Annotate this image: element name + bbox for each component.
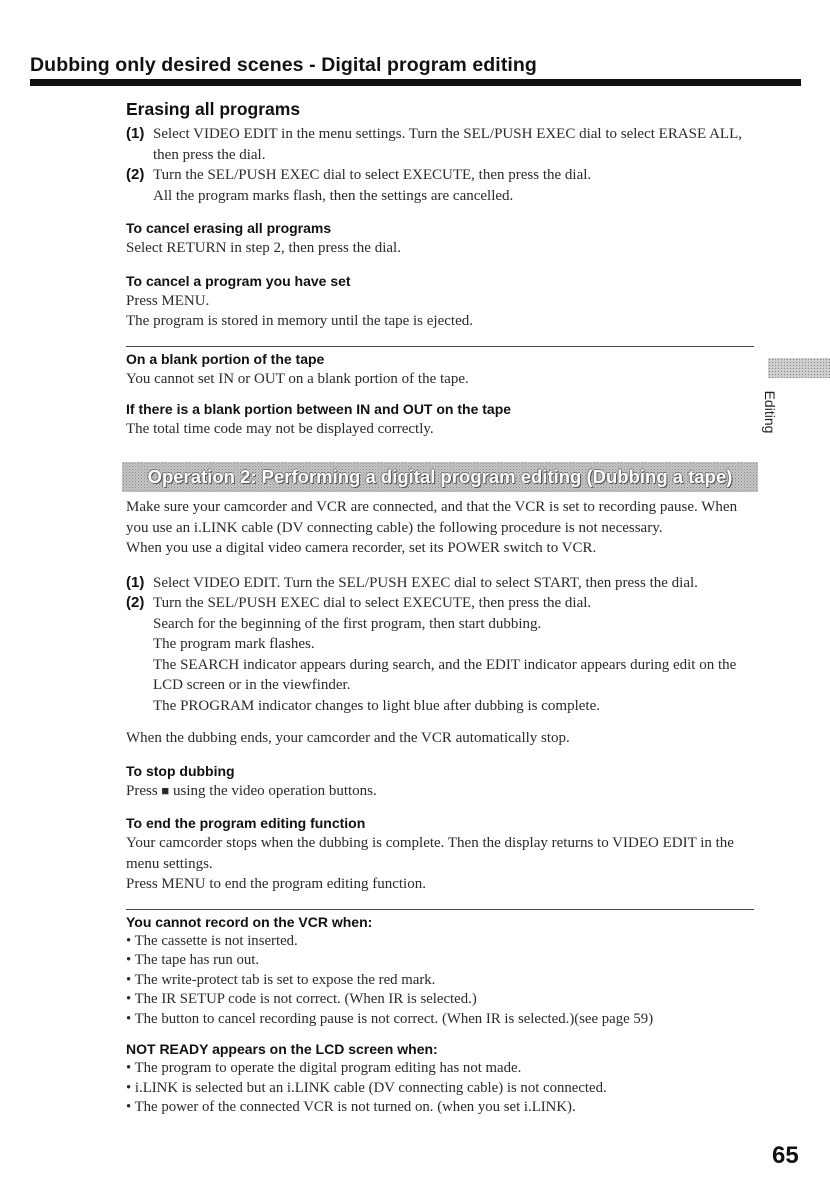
erasing-step-1 <box>126 124 754 165</box>
not-ready-title: NOT READY appears on the LCD screen when: <box>126 1041 438 1057</box>
intro-paragraph: Make sure your camcorder and VCR are connected, and that the VCR is set to recording pause. When you use an i.LINK cable (DV connecting cable) the following procedure is not necessary. <box>126 499 738 536</box>
bullet-item: • The tape has run out. <box>126 952 260 968</box>
stop-prefix: Press <box>126 782 158 799</box>
step-text: Select VIDEO EDIT. Turn the SEL/PUSH EXEC dial to select START, then press the dial. <box>153 574 698 591</box>
step-line: The PROGRAM indicator changes to light blue after dubbing is complete. <box>153 697 600 714</box>
step-line: The program mark flashes. <box>153 636 315 652</box>
operation-step-1 <box>126 573 754 594</box>
bullet-item: • The write-protect tab is set to expose the red mark. <box>126 971 436 988</box>
bullet-item: • The program to operate the digital program editing has not made. <box>126 1060 522 1076</box>
stop-dubbing-text <box>126 781 754 802</box>
page-header-title: Dubbing only desired scenes - Digital program editing <box>30 54 537 76</box>
step-number: (2) <box>126 166 145 183</box>
operation-step-2 <box>126 593 754 716</box>
side-tab-pattern <box>768 358 830 378</box>
step-number: (1) <box>126 125 145 142</box>
stop-icon: ■ <box>161 782 170 798</box>
bullet-item: • The power of the connected VCR is not turned on. (when you set i.LINK). <box>126 1099 576 1115</box>
end-function-line: Your camcorder stops when the dubbing is complete. Then the display returns to VIDEO EDIT in the menu settings. <box>126 835 734 872</box>
bullet-item: • The IR SETUP code is not correct. (When IR is selected.) <box>126 991 477 1007</box>
step-text: Turn the SEL/PUSH EXEC dial to select EXECUTE, then press the dial. <box>153 595 592 611</box>
erasing-section <box>126 99 754 440</box>
cancel-program-title: To cancel a program you have set <box>126 272 351 289</box>
note-title: On a blank portion of the tape <box>126 350 325 367</box>
step-number: (1) <box>126 573 145 591</box>
section-title: Operation 2: Performing a digital program editing (Dubbing a tape) <box>147 466 733 487</box>
bullet-item: • i.LINK is selected but an i.LINK cable (DV connecting cable) is not connected. <box>126 1079 607 1096</box>
cancel-program-line: The program is stored in memory until the tape is ejected. <box>126 313 473 329</box>
intro-paragraph: When you use a digital video camera recorder, set its POWER switch to VCR. <box>126 540 597 556</box>
step-text: Turn the SEL/PUSH EXEC dial to select EXECUTE, then press the dial. <box>153 167 592 183</box>
stop-dubbing-title: To stop dubbing <box>126 762 235 779</box>
cannot-record-title: You cannot record on the VCR when: <box>126 913 373 930</box>
header-rule <box>30 79 801 86</box>
step-line: The SEARCH indicator appears during search, and the EDIT indicator appears during edit on the LCD screen or in the viewfinder. <box>153 656 737 693</box>
troubleshoot-box <box>126 909 754 1118</box>
end-function-line: Press MENU to end the program editing function. <box>126 876 426 892</box>
step-text: Select VIDEO EDIT in the menu settings. Turn the SEL/PUSH EXEC dial to select ERASE ALL, then press the dial. <box>153 126 742 163</box>
erasing-step-2 <box>126 165 754 206</box>
stop-suffix: using the video operation buttons. <box>173 782 377 799</box>
cancel-erase-text: Select RETURN in step 2, then press the dial. <box>126 240 401 256</box>
bullet-item: • The button to cancel recording pause is not correct. (When IR is selected.)(see page 59) <box>126 1010 654 1027</box>
notes-box <box>126 346 754 440</box>
erasing-heading: Erasing all programs <box>126 99 301 119</box>
cancel-erase-title: To cancel erasing all programs <box>126 220 332 236</box>
cancel-program-line: Press MENU. <box>126 292 210 309</box>
step-number: (2) <box>126 594 145 611</box>
page-number: 65 <box>772 1142 799 1169</box>
note-title: If there is a blank portion between IN and OUT on the tape <box>126 401 512 417</box>
end-function-title: To end the program editing function <box>126 815 366 831</box>
note-text: The total time code may not be displayed correctly. <box>126 421 434 437</box>
operation2-section <box>126 497 754 1118</box>
outro-paragraph: When the dubbing ends, your camcorder and the VCR automatically stop. <box>126 730 570 746</box>
step-extra: All the program marks flash, then the settings are cancelled. <box>153 187 514 204</box>
step-line: Search for the beginning of the first program, then start dubbing. <box>153 615 542 632</box>
note-text: You cannot set IN or OUT on a blank portion of the tape. <box>126 370 469 387</box>
bullet-item: • The cassette is not inserted. <box>126 932 298 949</box>
side-tab-label: Editing <box>762 390 778 434</box>
